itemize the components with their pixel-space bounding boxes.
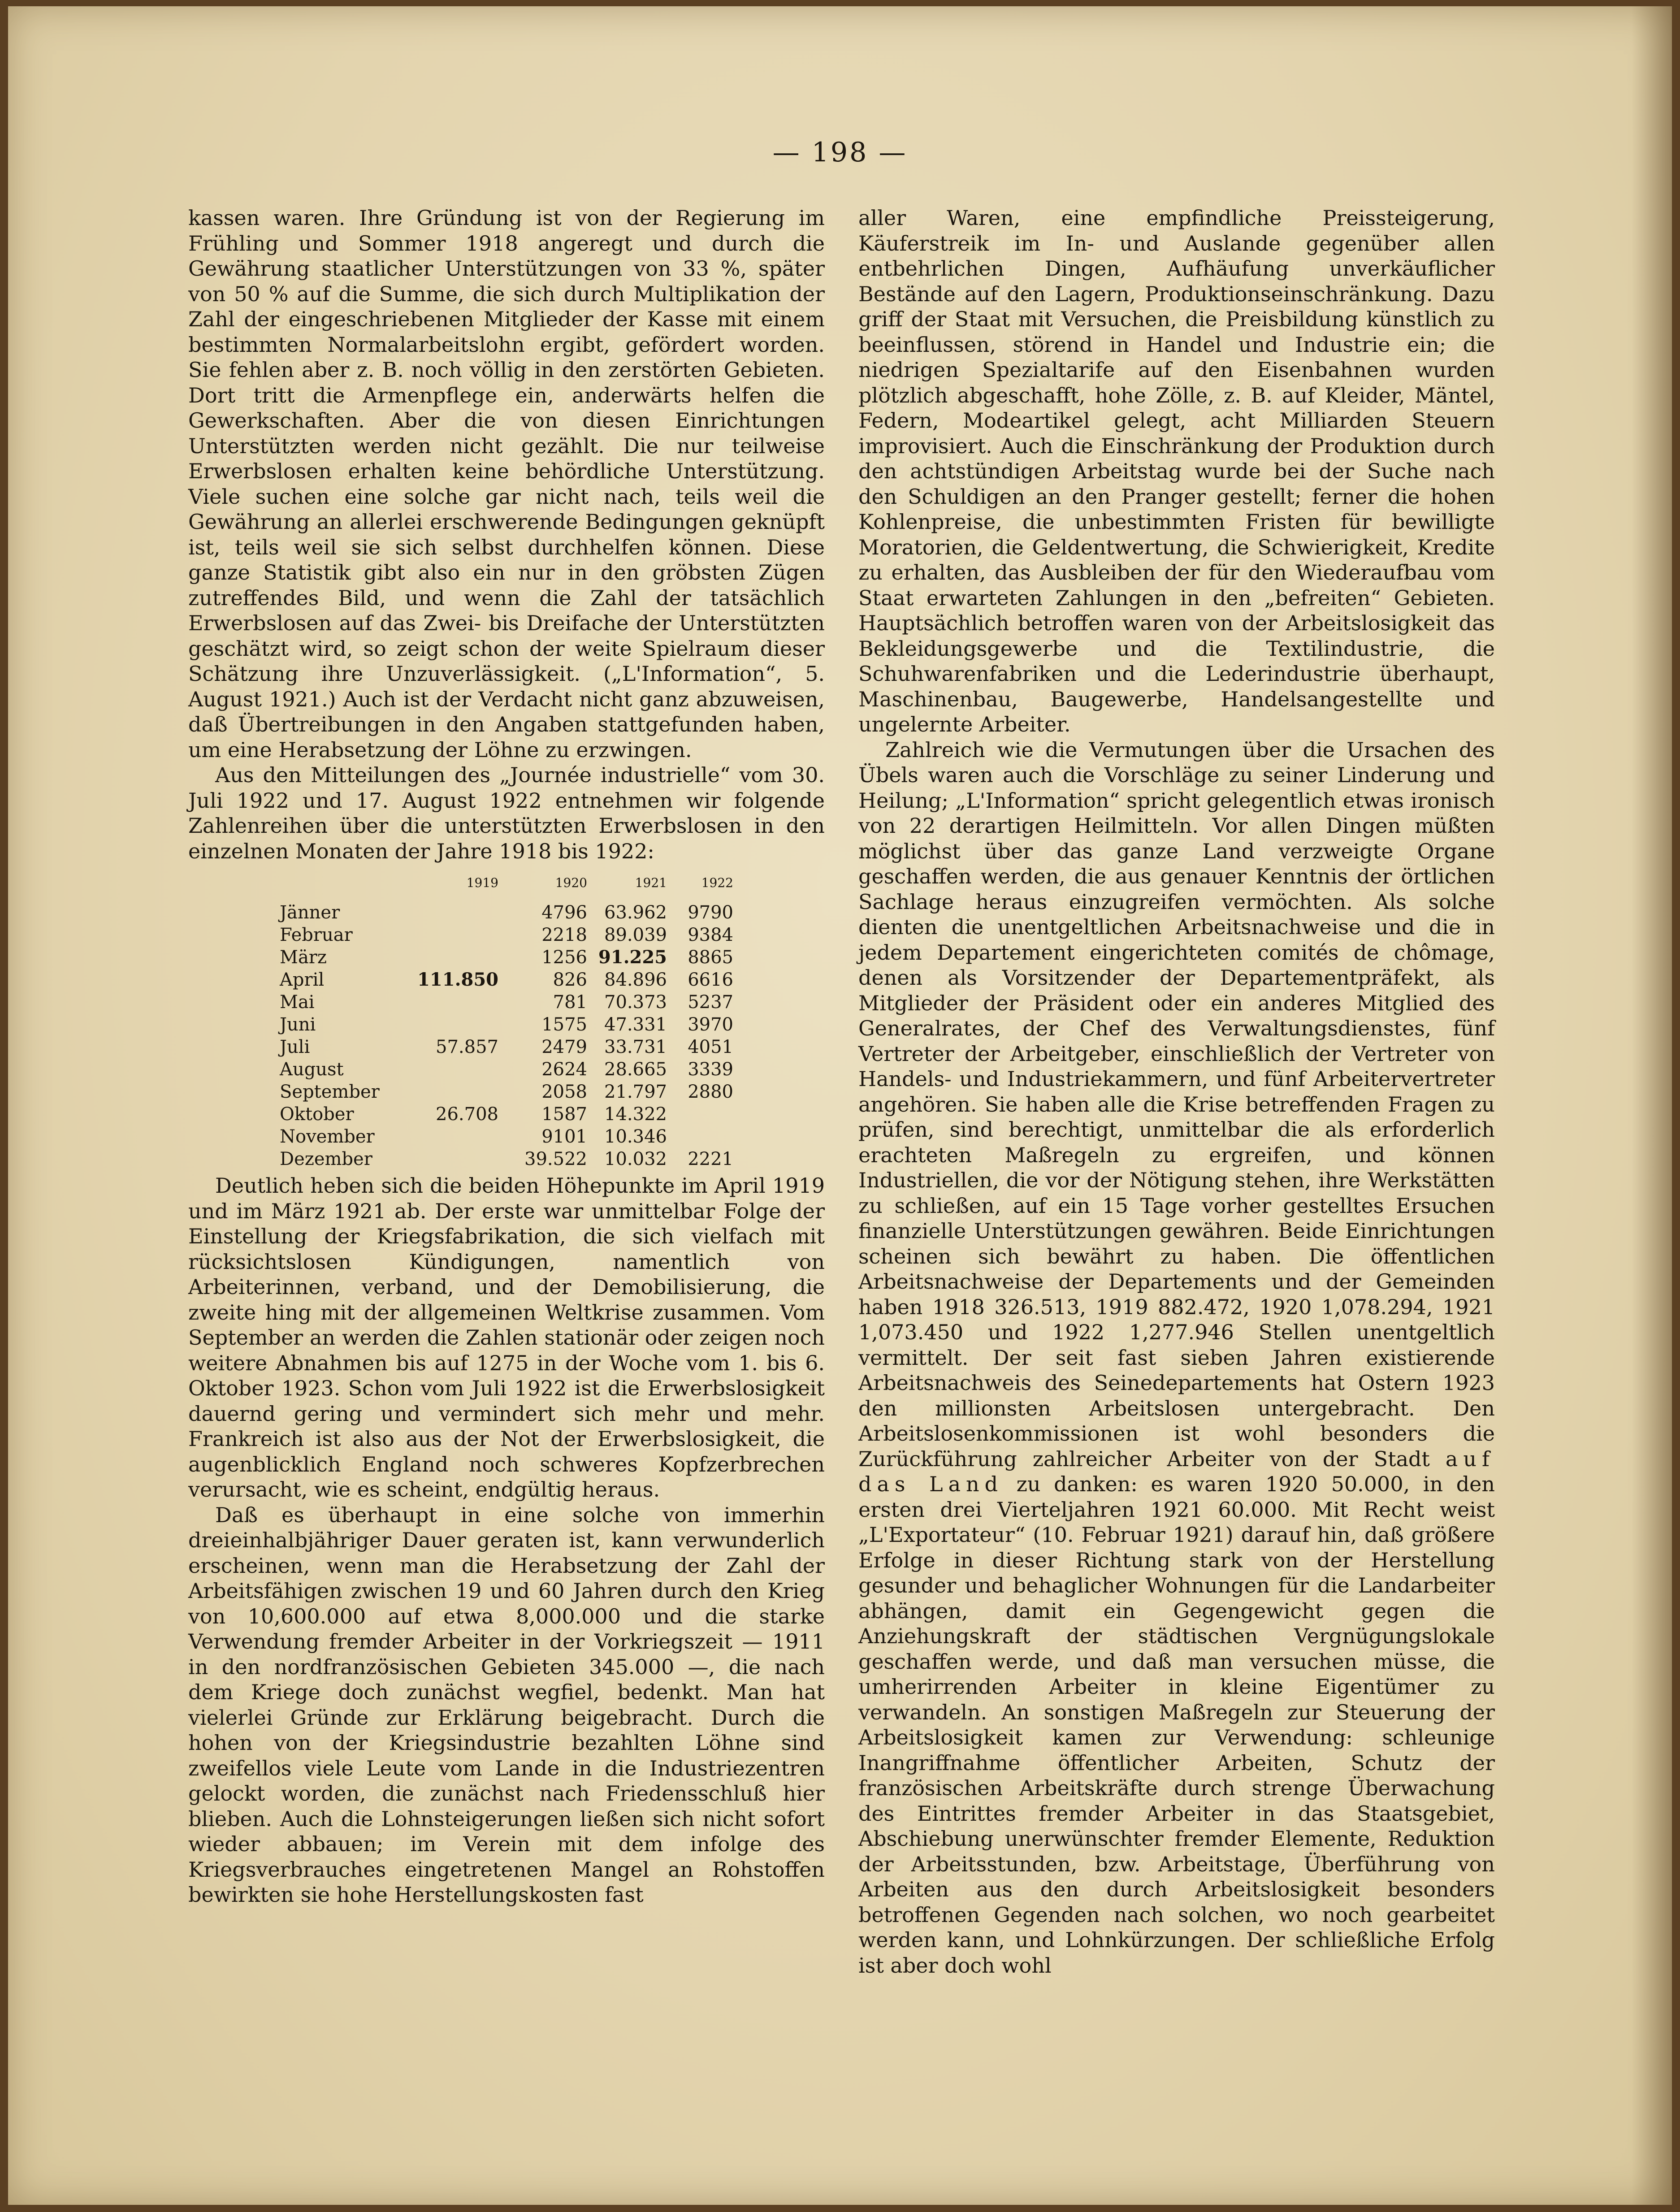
table-header: 1921 <box>635 875 667 890</box>
value-cell: 826 <box>553 970 587 990</box>
value-cell: 1587 <box>541 1104 587 1125</box>
value-cell: 2624 <box>541 1059 587 1080</box>
table-row <box>278 1148 735 1170</box>
value-cell: 4051 <box>688 1037 733 1057</box>
table-row <box>278 924 735 946</box>
paragraph-text: Zahlreich wie die Vermutungen über die Ursachen des Übels waren auch die Vorschläge zu seiner Linderung und Heilung; „L'Information“ spricht gelegentlich etwas ironisch von 22 derartigen Heilmitteln. Vor allen Dingen müßten möglichst über das ganze Land verzweigte Organe geschaffen werden, die aus genauer Kenntnis der örtlichen Sachlage heraus einzugreifen vermöchten. Als solche dienten die unentgeltlichen Arbeitsnachweise und die in jedem Departement eingerichteten comités de chômage, denen als Vorsitzender der Departementpräfekt, als Mitglieder der Präsident oder ein anderes Mitglied des Generalrates, der Chef des Verwaltungsdienstes, fünf Vertreter der Arbeitgeber, einschließlich der Vertreter von Handels- und Industriekammern, und fünf Arbeitervertreter angehören. Sie haben alle die Krise betreffenden Fragen zu prüfen, sind berechtigt, unmittelbar die als erforderlich erachteten Maßregeln zu ergreifen, und können Industriellen, die vor der Nötigung stehen, ihre Werkstätten zu schließen, auf ein 15 Tage vorher gestelltes Ersuchen finanzielle Unterstützungen gewähren. Beide Einrichtungen scheinen sich bewährt zu haben. Die öffentlichen Arbeitsnachweise der Departements und der Gemeinden haben 1918 326.513, 1919 882.472, 1920 1,078.294, 1921 1,073.450 und 1922 1,277.946 Stellen unentgeltlich vermittelt. Der seit fast sieben Jahren existierende Arbeitsnachweis des Seinedepartements hat Ostern 1923 den millionsten Arbeitslosen untergebracht. Den Arbeitslosenkommissionen ist wohl besonders die Zurückführung zahlreicher Arbeiter von der Stadt <box>858 737 1495 1471</box>
value-cell: 2880 <box>688 1082 733 1102</box>
value-cell: 70.373 <box>604 992 667 1013</box>
table-row <box>278 991 735 1013</box>
value-cell: 57.857 <box>436 1037 498 1057</box>
table-header <box>278 872 394 901</box>
value-cell: 1256 <box>541 947 587 968</box>
value-cell <box>394 1013 500 1036</box>
paragraph: Daß es überhaupt in eine solche von immerhin dreieinhalbjähriger Dauer geraten ist, kann verwunderlich erscheinen, wenn man die Herabsetzung der Zahl der Arbeitsfähigen zwischen 19 und 60 Jahren durch den Krieg von 10,600.000 auf etwa 8,000.000 und die starke Verwendung fremder Arbeiter in der Vorkriegszeit — 1911 in den nordfranzösischen Gebieten 345.000 —, die nach dem Kriege doch zunächst wegfiel, bedenkt. Man hat vielerlei Gründe zur Erklärung beigebracht. Durch die hohen von der Kriegsindustrie bezahlten Löhne sind zweifellos viele Leute vom Lande in die Industriezentren gelockt worden, die zunächst nach Friedensschluß hier blieben. Auch die Lohnsteigerungen ließen sich nicht sofort wieder abbauen; im Verein mit dem infolge des Kriegsverbrauches eingetretenen Mangel an Rohstoffen bewirkten sie hohe Herstellungskosten fast <box>188 1502 825 1907</box>
month-cell: Juli <box>280 1037 310 1057</box>
month-cell: Dezember <box>280 1149 372 1169</box>
value-cell <box>394 946 500 969</box>
value-cell <box>394 901 500 924</box>
value-cell: 9101 <box>541 1126 587 1147</box>
value-cell: 781 <box>553 992 587 1013</box>
value-cell: 3339 <box>688 1059 733 1080</box>
value-cell: 10.032 <box>604 1149 667 1169</box>
spaced-emphasis: auf das Land <box>858 1446 1495 1496</box>
paragraph: Aus den Mitteilungen des „Journée industrielle“ vom 30. Juli 1922 und 17. August 1922 entnehmen wir folgende Zahlenreihen über die unterstützten Erwerbslosen in den einzelnen Monaten der Jahre 1918 bis 1922: <box>188 763 825 863</box>
value-cell: 91.225 <box>598 947 667 968</box>
value-cell: 6616 <box>688 970 733 990</box>
table-row <box>278 901 735 924</box>
value-cell: 21.797 <box>604 1082 667 1102</box>
value-cell <box>394 1081 500 1103</box>
value-cell: 8865 <box>688 947 733 968</box>
page-number: — 198 — <box>772 137 908 168</box>
month-cell: Mai <box>280 992 315 1013</box>
value-cell: 33.731 <box>604 1037 667 1057</box>
paragraph: Deutlich heben sich die beiden Höhepunkte im April 1919 und im März 1921 ab. Der erste war unmittelbar Folge der Einstellung der Kriegsfabrikation, die sich vielfach mit rücksichtslosen Kündigungen, namentlich von Arbeiterinnen, verband, und der Demobilisierung, die zweite hing mit der allgemeinen Weltkrise zusammen. Vom September an werden die Zahlen stationär oder zeigen noch weitere Abnahmen bis auf 1275 in der Woche vom 1. bis 6. Oktober 1923. Schon vom Juli 1922 ist die Erwerbslosigkeit dauernd gering und vermindert sich mehr und mehr. Frankreich ist also aus der Not der Erwerbslosigkeit, die augenblicklich England noch schweres Kopfzerbrechen verursacht, wie es scheint, endgültig heraus. <box>188 1173 825 1502</box>
value-cell: 47.331 <box>604 1014 667 1035</box>
table-row <box>278 969 735 991</box>
value-cell: 2221 <box>688 1149 733 1169</box>
value-cell <box>394 924 500 946</box>
table-row <box>278 946 735 969</box>
value-cell: 1575 <box>541 1014 587 1035</box>
value-cell: 111.850 <box>417 969 498 990</box>
unemployment-table <box>278 872 735 1170</box>
month-cell: September <box>280 1082 380 1102</box>
value-cell: 2218 <box>541 925 587 945</box>
value-cell: 63.962 <box>604 902 667 923</box>
value-cell <box>394 1148 500 1170</box>
table-row <box>278 1103 735 1125</box>
month-cell: März <box>280 947 327 968</box>
month-cell: August <box>280 1059 344 1080</box>
value-cell <box>669 1125 735 1148</box>
value-cell: 89.039 <box>604 925 667 945</box>
value-cell: 39.522 <box>524 1149 587 1169</box>
value-cell: 14.322 <box>604 1104 667 1125</box>
value-cell: 2479 <box>541 1037 587 1057</box>
value-cell: 4796 <box>541 902 587 923</box>
right-column <box>858 205 1495 1978</box>
value-cell: 84.896 <box>604 970 667 990</box>
table-row <box>278 1036 735 1058</box>
month-cell: Oktober <box>280 1104 354 1125</box>
table-header: 1920 <box>555 875 587 890</box>
value-cell <box>669 1103 735 1125</box>
paragraph <box>858 737 1495 1978</box>
value-cell <box>394 1125 500 1148</box>
left-column <box>188 205 825 1908</box>
value-cell: 9790 <box>688 902 733 923</box>
table-header-row <box>278 872 735 901</box>
month-cell: November <box>280 1126 375 1147</box>
paragraph-text: zu danken: es waren 1920 50.000, in den ersten drei Vierteljahren 1921 60.000. Mit Recht weist „L'Exportateur“ (10. Februar 1921) darauf hin, daß größere Erfolge in dieser Richtung stark von der Herstellung gesunder und behaglicher Wohnungen für die Landarbeiter abhängen, damit ein Gegengewicht gegen die Anziehungskraft der städtischen Vergnügungslokale geschaffen werde, und daß man versuchen müsse, die umherirrenden Arbeiter in kleine Eigentümer zu verwandeln. An sonstigen Maßregeln zur Steuerung der Arbeitslosigkeit kamen zur Verwendung: schleunige Inangriffnahme öffentlicher Arbeiten, Schutz der französischen Arbeitskräfte durch strenge Überwachung des Eintrittes fremder Arbeiter in das Staatsgebiet, Abschiebung unerwünschter fremder Elemente, Reduktion der Arbeitsstunden, bzw. Arbeitstage, Überführung von Arbeiten aus den durch Arbeitslosigkeit besonders betroffenen Gegenden nach solchen, wo noch gearbeitet werden kann, und Lohnkürzungen. Der schließliche Erfolg ist aber doch wohl <box>858 1472 1495 1978</box>
table-row <box>278 1013 735 1036</box>
table-row <box>278 1081 735 1103</box>
value-cell: 26.708 <box>436 1104 498 1125</box>
month-cell: April <box>280 970 325 990</box>
paragraph: aller Waren, eine empfindliche Preissteigerung, Käuferstreik im In- und Auslande gegenüber allen entbehrlichen Dingen, Aufhäufung unverkäuflicher Bestände auf den Lagern, Produktionseinschränkung. Dazu griff der Staat mit Versuchen, die Preisbildung künstlich zu beeinflussen, störend in Handel und Industrie ein; die niedrigen Spezialtarife auf den Eisenbahnen wurden plötzlich abgeschafft, hohe Zölle, z. B. auf Kleider, Mäntel, Federn, Modeartikel gelegt, acht Milliarden Steuern improvisiert. Auch die Einschränkung der Produktion durch den achtstündigen Arbeitstag wurde bei der Suche nach den Schuldigen an den Pranger gestellt; ferner die hohen Kohlenpreise, die unbestimmten Fristen für bewilligte Moratorien, die Geldentwertung, die Schwierigkeit, Kredite zu erhalten, das Ausbleiben der für den Wiederaufbau vom Staat erwarteten Zahlungen in den „befreiten“ Gebieten. Hauptsächlich betroffen waren von der Arbeitslosigkeit das Bekleidungsgewerbe und die Textilindustrie, die Schuhwarenfabriken und die Lederindustrie überhaupt, Maschinenbau, Baugewerbe, Handelsangestellte und ungelernte Arbeiter. <box>858 206 1495 736</box>
paragraph: kassen waren. Ihre Gründung ist von der Regierung im Frühling und Sommer 1918 angeregt und durch die Gewährung staatlicher Unterstützungen von 33 %, später von 50 % auf die Summe, die sich durch Multiplikation der Zahl der eingeschriebenen Mitglieder der Kasse mit einem bestimmten Normalarbeitslohn ergibt, gefördert worden. Sie fehlen aber z. B. noch völlig in den zerstörten Gebieten. Dort tritt die Armenpflege ein, anderwärts helfen die Gewerkschaften. Aber die von diesen Einrichtungen Unterstützten werden nicht gezählt. Die nur teilweise Erwerbslosen erhalten keine behördliche Unterstützung. Viele suchen eine solche gar nicht nach, teils weil die Gewährung an allerlei erschwerende Bedingungen geknüpft ist, teils weil sie sich selbst durchhelfen können. Diese ganze Statistik gibt also ein nur in den gröbsten Zügen zutreffendes Bild, und wenn die Zahl der tatsächlich Erwerbslosen auf das Zwei- bis Dreifache der Unterstützten geschätzt wird, so zeigt schon der weite Spielraum dieser Schätzung ihre Unzuverlässigkeit. („L'Information“, 5. August 1921.) Auch ist der Verdacht nicht ganz abzuweisen, daß Übertreibungen in den Angaben stattgefunden haben, um eine Herabsetzung der Löhne zu erzwingen. <box>188 206 825 762</box>
page-spine-shadow <box>1632 6 1672 2205</box>
month-cell: Februar <box>280 925 353 945</box>
value-cell: 3970 <box>688 1014 733 1035</box>
month-cell: Jänner <box>280 902 340 923</box>
table-header: 1922 <box>701 875 733 890</box>
table-row <box>278 1125 735 1148</box>
value-cell: 28.665 <box>604 1059 667 1080</box>
value-cell: 9384 <box>688 925 733 945</box>
value-cell <box>394 1058 500 1081</box>
table-row <box>278 1058 735 1081</box>
month-cell: Juni <box>280 1014 316 1035</box>
table-header: 1919 <box>466 875 498 890</box>
value-cell <box>394 991 500 1013</box>
value-cell: 10.346 <box>604 1126 667 1147</box>
value-cell: 2058 <box>541 1082 587 1102</box>
value-cell: 5237 <box>688 992 733 1013</box>
